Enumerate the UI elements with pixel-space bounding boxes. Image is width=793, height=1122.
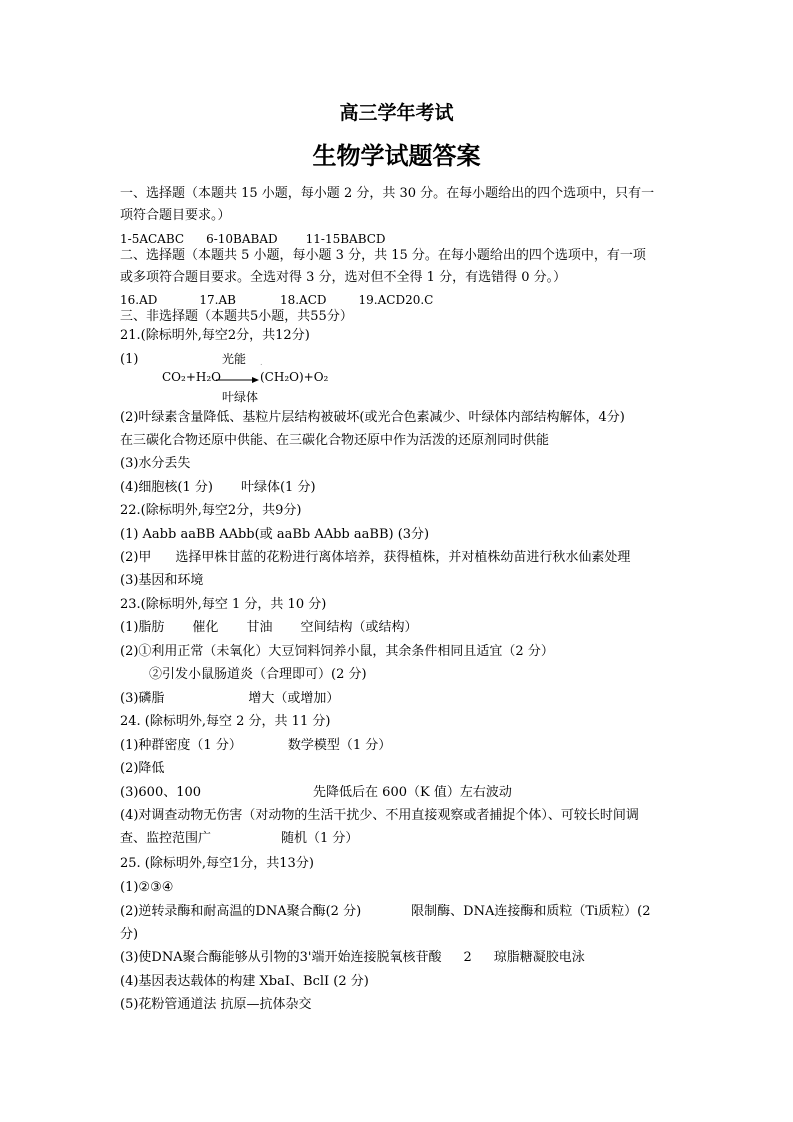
q24-a3-part2: 先降低后在 600（K 值）左右波动 <box>313 785 512 800</box>
q25-a2-cont: 分) <box>120 927 139 942</box>
answer-group: 6-10BABAD <box>206 232 278 246</box>
q25-a3-part2: 2 <box>463 950 472 965</box>
section3-intro: 三、非选择题（本题共5小题，共55分） <box>120 309 353 324</box>
q22-a2 <box>120 550 680 566</box>
photosynthesis-equation <box>160 348 360 406</box>
section2-answers <box>120 292 680 308</box>
q21-a4-part1: (4)细胞核(1 分) <box>120 480 213 495</box>
q23-a2-cont: ②引发小鼠肠道炎（合理即可）(2 分) <box>149 667 367 682</box>
q23-a1-blank: (1)脂肪 <box>120 620 165 635</box>
q22-a1: (1) Aabb aaBB AAbb(或 aaBb AAbb aaBB) (3分) <box>120 527 430 542</box>
section1-intro-line2: 项符合题目要求。） <box>120 208 231 223</box>
q21-heading: 21.(除标明外,每空2分，共12分) <box>120 328 310 343</box>
q21-a2-cont: 在三碳化合物还原中供能、在三碳化合物还原中作为活泼的还原剂同时供能 <box>120 433 550 448</box>
exam-title: 高三学年考试 <box>339 102 454 124</box>
q21-a3: (3)水分丢失 <box>120 456 191 471</box>
section2-intro-line2: 或多项符合题目要求。全选对得 3 分，选对但不全得 1 分，有选错得 0 分。） <box>120 270 567 285</box>
answer-group: 18.ACD <box>279 293 327 307</box>
q23-a3-part1: (3)磷脂 <box>120 691 165 706</box>
q25-a2 <box>120 904 680 920</box>
q22-a2-part1: (2)甲 <box>120 550 152 565</box>
q25-a3 <box>120 950 680 966</box>
q24-a4-part3: 随机（1 分） <box>281 831 359 846</box>
q25-a4: (4)基因表达载体的构建 XbaI、BclI (2 分) <box>120 974 369 989</box>
q24-a4-part2: 查、监控范围广 <box>120 831 212 846</box>
q23-a3 <box>120 691 680 707</box>
answer-group: 1-5ACABC <box>120 232 185 246</box>
q24-a2: (2)降低 <box>120 761 165 776</box>
q23-a3-part2: 增大（或增加） <box>248 691 340 706</box>
q23-heading: 23.(除标明外,每空 1 分，共 10 分) <box>120 597 327 612</box>
q23-a1 <box>120 620 680 636</box>
equation-condition-chloroplast: 叶绿体 <box>222 390 259 404</box>
q23-a2: (2)①利用正常（未氧化）大豆饲料饲养小鼠，其余条件相同且适宜（2 分） <box>120 644 554 659</box>
answer-group: 16.AD <box>120 293 158 307</box>
equation-reactants: CO₂+H₂O <box>162 370 221 384</box>
q24-a1 <box>120 738 680 754</box>
section2-intro-line1: 二、选择题（本题共 5 小题，每小题 3 分，共 15 分。在每小题给出的四个选项中，有一项 <box>120 248 646 263</box>
q24-a1-part2: 数学模型（1 分） <box>287 738 392 753</box>
q22-heading: 22.(除标明外,每空2分，共9分) <box>120 503 302 518</box>
q24-a4-cont <box>120 831 680 847</box>
q21-a2: (2)叶绿素含量降低、基粒片层结构被破坏(或光合色素减少、叶绿体内部结构解体，4分) <box>120 410 625 425</box>
equation-products: (CH₂O)+O₂ <box>260 370 329 384</box>
exam-subtitle: 生物学试题答案 <box>312 142 481 170</box>
q21-a4 <box>120 480 680 496</box>
answer-group: 11-15BABCD <box>305 232 386 246</box>
q24-a1-part1: (1)种群密度（1 分） <box>120 738 242 753</box>
q25-a2-part2: 限制酶、DNA连接酶和质粒（Ti质粒）(2 <box>411 904 651 919</box>
q24-heading: 24. (除标明外,每空 2 分，共 11 分) <box>120 714 331 729</box>
q24-a4: (4)对调查动物无伤害（对动物的生活干扰少、不用直接观察或者捕捉个体）、可较长时间调 <box>120 808 639 823</box>
section1-intro-line1: 一、选择题（本题共 15 小题，每小题 2 分，共 30 分。在每小题给出的四个选项中，只有一 <box>120 186 655 201</box>
section1-answers <box>120 231 680 247</box>
q25-a3-part3: 琼脂糖凝胶电泳 <box>493 950 585 965</box>
mark-dot: . <box>260 358 263 367</box>
q25-a2-part1: (2)逆转录酶和耐高温的DNA聚合酶(2 分) <box>120 904 362 919</box>
q23-a1-blank: 催化 <box>192 620 219 635</box>
q25-a1: (1)②③④ <box>120 880 174 895</box>
q22-a3: (3)基因和环境 <box>120 573 204 588</box>
q24-a3 <box>120 785 680 801</box>
answer-group: 17.AB <box>199 293 236 307</box>
q25-a3-part1: (3)使DNA聚合酶能够从引物的3'端开始连接脱氧核苷酸 <box>120 950 442 965</box>
reaction-arrow-icon <box>216 376 260 384</box>
q21-a1-label: (1) <box>120 352 139 367</box>
equation-condition-light: 光能 <box>222 352 247 366</box>
q25-heading: 25. (除标明外,每空1分，共13分) <box>120 856 314 871</box>
q25-a5: (5)花粉管通道法 抗原—抗体杂交 <box>120 997 312 1012</box>
q23-a1-blank: 空间结构（或结构） <box>300 620 418 635</box>
q21-a4-part2: 叶绿体(1 分) <box>240 480 316 495</box>
q24-a3-part1: (3)600、100 <box>120 785 202 800</box>
q22-a2-part2: 选择甲株甘蓝的花粉进行离体培养，获得植株，并对植株幼苗进行秋水仙素处理 <box>175 550 631 565</box>
answer-group: 19.ACD20.C <box>358 293 434 307</box>
q23-a1-blank: 甘油 <box>246 620 273 635</box>
